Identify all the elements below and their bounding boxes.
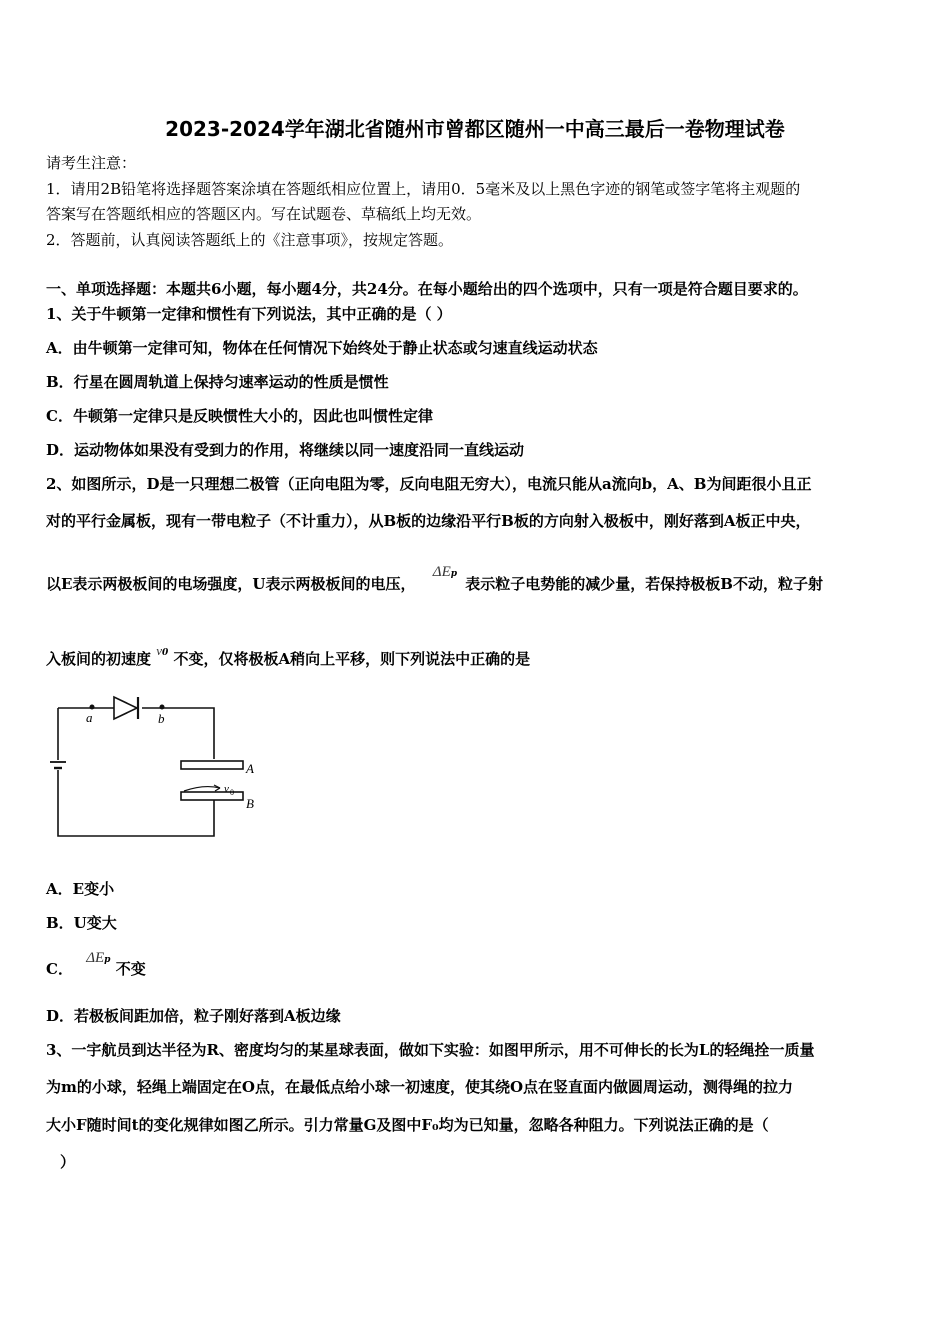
velocity-arrow-icon <box>214 785 220 791</box>
question-2-option-a: A．E变小 <box>46 880 115 898</box>
label-a: a <box>86 710 93 725</box>
v0-formula <box>156 641 168 659</box>
question-3-line-4: ） <box>60 1153 76 1171</box>
question-2-line-2: 对的平行金属板，现有一带电粒子（不计重力），从B板的边缘沿平行B板的方向射入极板中，刚好落到A板正中央， <box>46 512 811 530</box>
question-1-option-b: B．行星在圆周轨道上保持匀速率运动的性质是惯性 <box>46 373 389 391</box>
question-2-line-1: 2、如图所示，D是一只理想二极管（正向电阻为零，反向电阻无穷大），电流只能从a流向b，A、B为间距很小且正 <box>46 475 812 493</box>
question-2-option-d: D．若极板间距加倍，粒子刚好落到A板边缘 <box>46 1007 341 1025</box>
plate-a <box>181 761 243 769</box>
delta-ep-subscript: p <box>450 569 458 579</box>
wire-bottom <box>58 770 214 836</box>
question-3-line-3: 大小F随时间t的变化规律如图乙所示。引力常量G及图中F₀均为已知量，忽略各种阻力。下列说法正确的是（ <box>46 1116 769 1134</box>
question-1-option-d: D．运动物体如果没有受到力的作用，将继续以同一速度沿同一直线运动 <box>46 441 525 459</box>
question-2-option-c-prefix: C． <box>46 960 73 978</box>
delta-ep-symbol: ΔE <box>432 564 451 580</box>
question-2-line-4-end: 不变，仅将极板A稍向上平移，则下列说法中正确的是 <box>173 650 531 668</box>
question-2-line-4-start: 入板间的初速度 <box>46 650 152 668</box>
page-title: 2023-2024学年湖北省随州市曾都区随州一中高三最后一卷物理试卷 <box>165 117 785 141</box>
section-1-heading: 一、单项选择题：本题共6小题，每小题4分，共24分。在每小题给出的四个选项中，只有一项是符合题目要求的。 <box>46 280 808 298</box>
delta-ep-formula <box>433 562 457 580</box>
particle-path <box>184 787 220 791</box>
v0-subscript: 0 <box>162 648 169 658</box>
option-c-delta-ep: ΔE <box>86 950 105 966</box>
question-2-option-c-suffix: 不变 <box>115 960 146 978</box>
circuit-diagram <box>44 688 274 848</box>
notice-item-1-line-1: 1．请用2B铅笔将选择题答案涂填在答题纸相应位置上，请用0．5毫米及以上黑色字迹的钢笔或签字笔将主观题的 <box>46 180 801 198</box>
label-v0-subscript: 0 <box>230 788 234 797</box>
diode-triangle-icon <box>114 697 137 719</box>
notice-item-1-line-2: 答案写在答题纸相应的答题区内。写在试题卷、草稿纸上均无效。 <box>46 205 482 223</box>
label-plate-a: A <box>246 761 254 776</box>
option-c-subscript: p <box>104 955 111 965</box>
question-2-option-b: B．U变大 <box>46 914 117 932</box>
question-1-option-a: A．由牛顿第一定律可知，物体在任何情况下始终处于静止状态或匀速直线运动状态 <box>46 339 598 357</box>
option-c-formula <box>86 948 110 966</box>
node-b-dot <box>160 705 165 710</box>
label-v0: v <box>224 783 229 795</box>
question-2-line-3-end: 表示粒子电势能的减少量，若保持极板B不动，粒子射 <box>465 575 823 593</box>
wire-top-right <box>142 708 214 759</box>
question-3-line-2: 为m的小球，轻绳上端固定在O点，在最低点给小球一初速度，使其绕O点在竖直面内做圆周运动，测得绳的拉力 <box>46 1078 794 1096</box>
notice-item-2: 2．答题前，认真阅读答题纸上的《注意事项》，按规定答题。 <box>46 231 454 249</box>
question-2-line-4 <box>46 643 531 669</box>
question-1-stem: 1、关于牛顿第一定律和惯性有下列说法，其中正确的是（ ） <box>46 305 452 323</box>
node-a-dot <box>90 705 95 710</box>
v0-symbol: v <box>156 643 163 658</box>
label-plate-b: B <box>246 796 254 811</box>
question-1-option-c: C．牛顿第一定律只是反映惯性大小的，因此也叫惯性定律 <box>46 407 433 425</box>
question-2-line-3-start: 以E表示两极板间的电场强度，U表示两极板间的电压， <box>46 575 416 593</box>
notice-heading: 请考生注意： <box>46 154 137 172</box>
question-2-option-c <box>46 950 146 979</box>
label-b: b <box>158 711 165 726</box>
question-3-line-1: 3、一宇航员到达半径为R、密度均匀的某星球表面，做如下实验：如图甲所示，用不可伸长的长为L的轻绳拴一质量 <box>46 1041 815 1059</box>
question-2-line-3 <box>46 564 823 594</box>
